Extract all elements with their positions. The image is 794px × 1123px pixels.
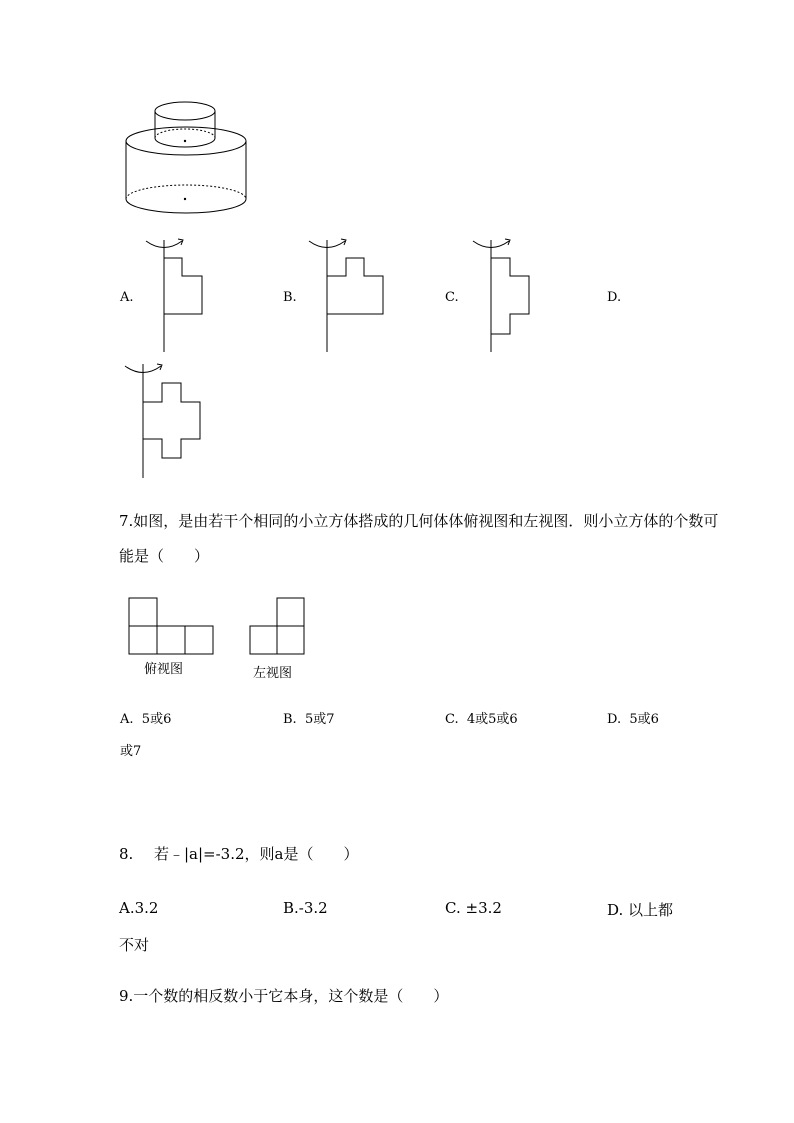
q8-option-d-text: 以上都 — [628, 901, 674, 919]
q6-option-d-label: D. — [607, 290, 622, 305]
q8-option-b — [283, 899, 328, 917]
q8-option-a — [119, 899, 158, 917]
q7-option-b — [283, 708, 335, 727]
option-c-figure — [473, 239, 529, 352]
top-view-caption: 俯视图 — [144, 662, 184, 677]
q7-stem-line1: 7.如图，是由若干个相同的小立方体搭成的几何体体俯视图和左视图．则小立方体的个数可 — [119, 512, 719, 530]
q7-option-a-label: A. — [120, 712, 134, 727]
option-d-figure — [125, 364, 200, 478]
q7-stem-line2: 能是（ ） — [119, 547, 210, 565]
q8-option-c-label: C. — [445, 899, 461, 917]
q7-option-a-text: 5或6 — [141, 712, 172, 727]
q8-option-b-text: -3.2 — [298, 899, 328, 917]
q7-option-d-label: D. — [607, 712, 622, 727]
q6-option-b-label: B. — [283, 290, 297, 305]
q8-option-a-text: 3.2 — [134, 899, 159, 917]
q7-option-a — [120, 708, 171, 727]
q9-stem: 9.一个数的相反数小于它本身，这个数是（ ） — [119, 987, 449, 1005]
q8-option-d — [607, 899, 673, 920]
left-view-figure — [250, 598, 304, 654]
q8-option-b-label: B. — [283, 899, 299, 917]
q7-option-c — [445, 708, 518, 727]
q6-option-c-label: C. — [445, 290, 459, 305]
q8-stem: 若﹣|a|=-3.2，则a是（ ） — [154, 845, 359, 863]
q7-option-b-text: 5或7 — [304, 712, 335, 727]
q7-option-d-text: 5或6 — [629, 712, 659, 727]
q8-option-d-label: D. — [607, 901, 624, 919]
q8-option-c — [445, 899, 502, 917]
option-a-figure — [146, 239, 202, 352]
q8-option-c-text: ±3.2 — [465, 899, 502, 917]
q7-option-d-wrap: 或7 — [120, 744, 142, 759]
q8-number: 8. — [119, 845, 134, 863]
q7-option-d — [607, 708, 659, 727]
q8-option-a-label: A. — [119, 899, 135, 917]
top-view-figure — [129, 598, 213, 654]
option-b-figure — [309, 239, 383, 352]
q7-option-c-text: 4或5或6 — [466, 712, 518, 727]
left-view-caption: 左视图 — [253, 666, 293, 681]
q7-option-c-label: C. — [445, 712, 459, 727]
q6-option-a-label: A. — [120, 290, 134, 305]
q7-option-b-label: B. — [283, 712, 297, 727]
q8-option-d-wrap: 不对 — [119, 936, 150, 954]
